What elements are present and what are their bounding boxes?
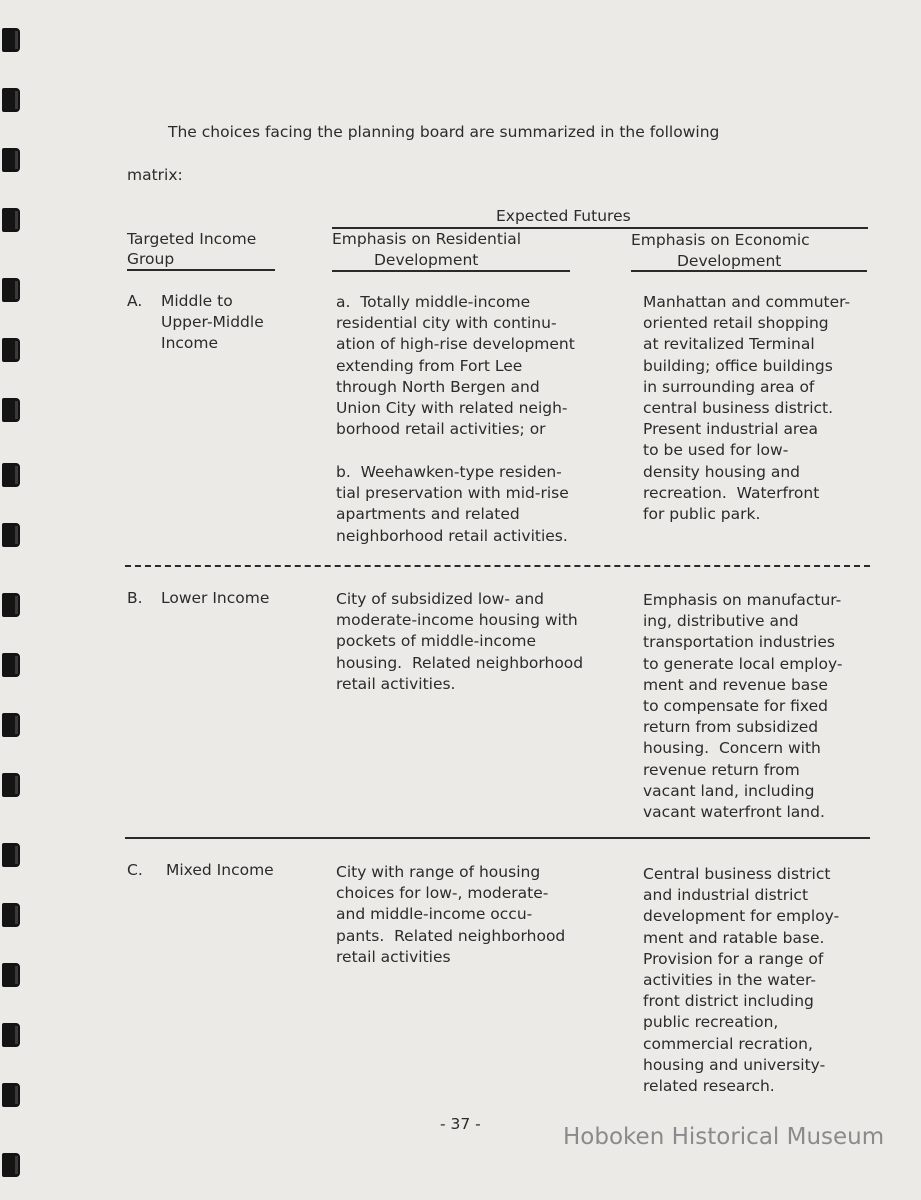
row-c-economic-line: public recreation, xyxy=(643,1013,779,1032)
row-c-economic-line: ment and ratable base. xyxy=(643,928,825,947)
row-divider xyxy=(125,837,870,839)
row-a-economic-line: for public park. xyxy=(643,505,761,524)
row-c-economic-line: related research. xyxy=(643,1077,775,1096)
row-a-residential-line: residential city with continu- xyxy=(336,314,557,333)
row-a-economic-line: in surrounding area of xyxy=(643,377,815,396)
row-a-residential-line: through North Bergen and xyxy=(336,377,540,396)
row-a-residential-b-line: apartments and related xyxy=(336,505,520,524)
row-b-economic-line: to compensate for fixed xyxy=(643,697,828,716)
row-b-economic-line: to generate local employ- xyxy=(643,654,843,673)
row-c-economic-line: Provision for a range of xyxy=(643,949,824,968)
header-col1-line2: Group xyxy=(127,250,175,268)
row-a-economic-line: recreation. Waterfront xyxy=(643,483,820,502)
header-col3-rule xyxy=(631,270,867,272)
header-col3-line1: Emphasis on Economic xyxy=(631,231,810,249)
header-col3-line2: Development xyxy=(677,252,782,270)
row-c-label: C. xyxy=(127,861,143,879)
row-a-economic xyxy=(643,292,850,525)
row-c-residential xyxy=(336,862,565,968)
row-b-residential-line: City of subsidized low- and xyxy=(336,590,545,608)
row-c-economic-line: housing and university- xyxy=(643,1055,826,1074)
row-c-residential-line: and middle-income occu- xyxy=(336,905,533,924)
row-c-economic xyxy=(643,864,839,1097)
row-a-economic-line: central business district. xyxy=(643,399,834,418)
row-c-economic-line: Central business district xyxy=(643,865,831,883)
row-b-economic-line: housing. Concern with xyxy=(643,739,821,758)
row-a-economic-line: density housing and xyxy=(643,462,801,481)
row-a-residential-b-line: tial preservation with mid-rise xyxy=(336,484,569,503)
intro-line-1: The choices facing the planning board are summarized in the following xyxy=(168,123,720,141)
header-col2-rule xyxy=(332,270,570,272)
row-a-economic-line: at revitalized Terminal xyxy=(643,335,815,354)
header-col2-line2: Development xyxy=(374,251,479,269)
row-c-economic-line: development for employ- xyxy=(643,907,840,926)
page-number: - 37 - xyxy=(440,1115,481,1133)
header-col1-line1: Targeted Income xyxy=(127,230,257,248)
row-b-economic-line: ment and revenue base xyxy=(643,675,828,694)
row-a-residential-line: a. Totally middle-income xyxy=(336,293,531,311)
row-c-group xyxy=(166,860,274,881)
row-b-economic-line: vacant waterfront land. xyxy=(643,803,825,822)
intro-line-2: matrix: xyxy=(127,166,183,184)
row-a-residential-line: borhood retail activities; or xyxy=(336,420,546,439)
row-b-group-line: Lower Income xyxy=(161,589,270,607)
row-a-economic-line: to be used for low- xyxy=(643,441,789,460)
row-a-label: A. xyxy=(127,292,143,310)
row-a-residential-line: extending from Fort Lee xyxy=(336,356,523,375)
row-b-economic-line: vacant land, including xyxy=(643,781,815,800)
row-a-economic-line: oriented retail shopping xyxy=(643,314,829,333)
row-a-residential-line: Union City with related neigh- xyxy=(336,399,568,418)
row-c-residential-line: choices for low-, moderate- xyxy=(336,884,549,903)
row-divider xyxy=(125,565,870,567)
row-a-group xyxy=(161,291,264,355)
row-c-economic-line: activities in the water- xyxy=(643,971,816,990)
row-a-economic-line: Present industrial area xyxy=(643,420,819,439)
row-c-residential-line: retail activities xyxy=(336,947,451,966)
row-b-residential-line: pockets of middle-income xyxy=(336,632,537,651)
row-c-economic-line: front district including xyxy=(643,992,814,1011)
row-a-group-line: Upper-Middle xyxy=(161,313,264,332)
row-b-label: B. xyxy=(127,589,143,607)
row-c-residential-line: City with range of housing xyxy=(336,863,541,881)
row-a-economic-line: building; office buildings xyxy=(643,356,833,375)
row-a-residential-b xyxy=(336,462,569,547)
row-a-group-line: Middle to xyxy=(161,292,233,310)
row-a-residential-a xyxy=(336,292,575,440)
row-a-residential-line: ation of high-rise development xyxy=(336,335,575,354)
row-b-residential-line: housing. Related neighborhood xyxy=(336,653,584,672)
row-b-economic-line: transportation industries xyxy=(643,633,835,652)
row-c-economic-line: and industrial district xyxy=(643,886,809,905)
row-b-economic xyxy=(643,590,842,823)
row-b-group xyxy=(161,588,269,609)
row-b-economic-line: ing, distributive and xyxy=(643,612,799,631)
header-col2-line1: Emphasis on Residential xyxy=(332,230,522,248)
row-b-residential-line: moderate-income housing with xyxy=(336,611,578,630)
row-b-economic-line: revenue return from xyxy=(643,760,800,779)
watermark: Hoboken Historical Museum xyxy=(563,1124,885,1150)
row-b-economic-line: Emphasis on manufactur- xyxy=(643,591,842,609)
header-col1-rule xyxy=(127,269,275,271)
row-b-economic-line: return from subsidized xyxy=(643,718,819,737)
row-c-residential-line: pants. Related neighborhood xyxy=(336,926,566,945)
row-a-residential-b-line: neighborhood retail activities. xyxy=(336,526,568,545)
expected-futures-heading: Expected Futures xyxy=(496,207,631,225)
row-b-residential-line: retail activities. xyxy=(336,674,456,693)
spiral-binding xyxy=(0,0,22,1200)
row-a-economic-line: Manhattan and commuter- xyxy=(643,293,851,311)
row-a-group-line: Income xyxy=(161,334,219,353)
row-c-economic-line: commercial recration, xyxy=(643,1034,813,1053)
row-a-residential-b-line: b. Weehawken-type residen- xyxy=(336,463,562,481)
row-c-group-line: Mixed Income xyxy=(166,861,274,879)
row-b-residential xyxy=(336,589,583,695)
